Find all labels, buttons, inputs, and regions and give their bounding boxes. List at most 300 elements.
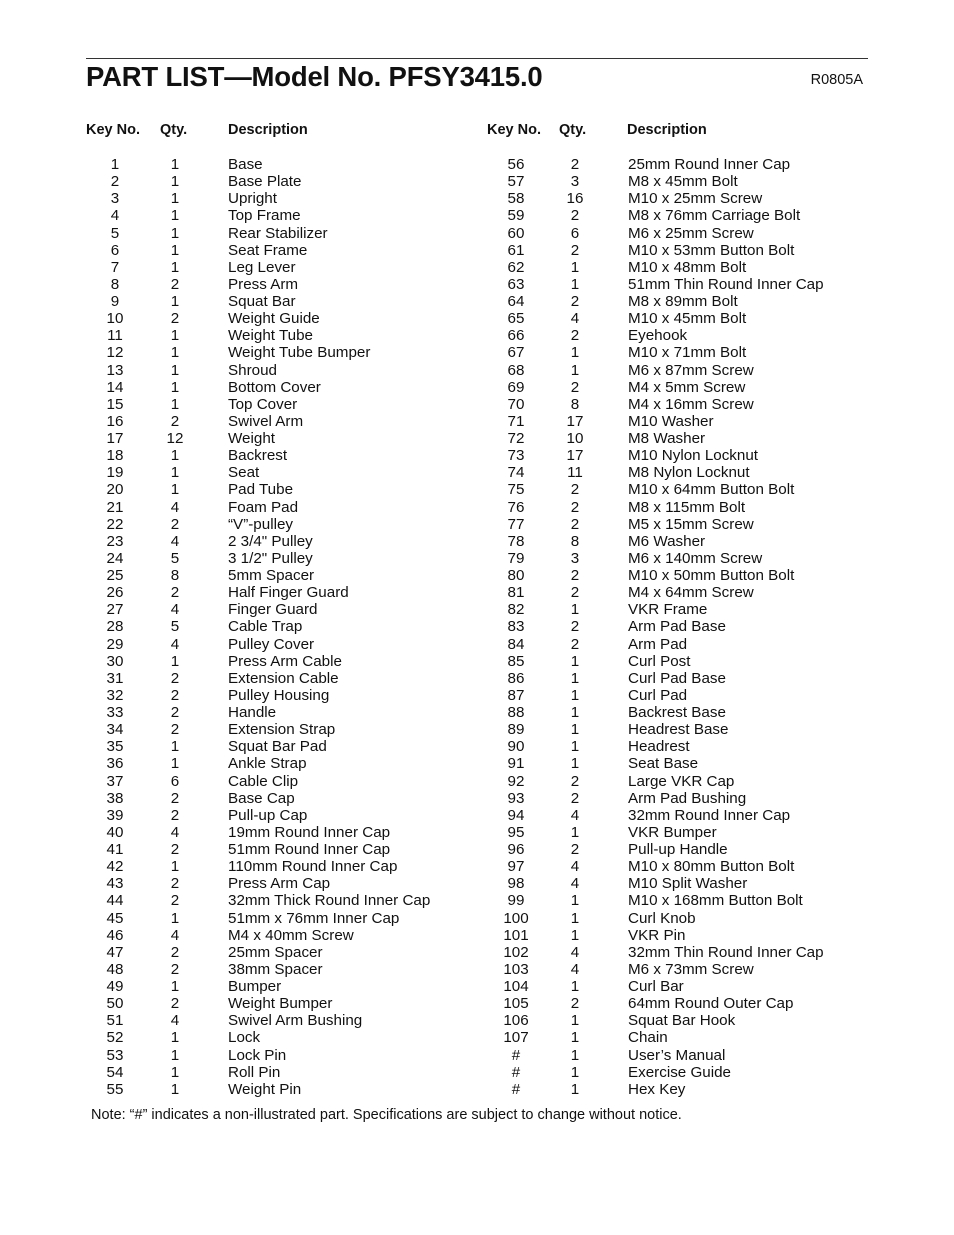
qty-cell: 1 xyxy=(570,892,580,910)
table-row xyxy=(0,910,477,927)
qty-cell: 10 xyxy=(566,430,584,447)
description-cell: Cable Trap xyxy=(228,618,303,636)
description-cell: Pad Tube xyxy=(228,481,294,499)
table-row xyxy=(0,447,477,464)
key-no-cell: 54 xyxy=(106,1063,124,1081)
qty-cell: 1 xyxy=(170,909,180,927)
table-row xyxy=(0,1029,477,1046)
key-no-cell: 74 xyxy=(507,464,525,482)
qty-cell: 1 xyxy=(170,1046,180,1064)
table-row xyxy=(0,773,477,790)
table-row xyxy=(0,738,477,755)
qty-cell: 2 xyxy=(170,704,180,721)
table-row xyxy=(477,173,954,190)
description-cell: VKR Bumper xyxy=(628,823,717,841)
qty-cell: 1 xyxy=(570,978,580,995)
description-cell: 110mm Round Inner Cap xyxy=(228,858,398,876)
description-cell: 25mm Spacer xyxy=(228,943,323,961)
table-row xyxy=(477,995,954,1012)
description-cell: Press Arm Cable xyxy=(228,652,342,670)
qty-cell: 2 xyxy=(170,412,180,430)
key-no-cell: 52 xyxy=(106,1029,124,1047)
qty-cell: 1 xyxy=(570,686,580,704)
description-cell: Squat Bar Pad xyxy=(228,738,327,756)
qty-cell: 4 xyxy=(170,926,180,944)
key-no-cell: 67 xyxy=(507,344,525,362)
table-row xyxy=(477,207,954,224)
qty-cell: 6 xyxy=(570,224,580,242)
description-cell: M10 x 80mm Button Bolt xyxy=(628,858,795,876)
table-row xyxy=(477,875,954,892)
table-row xyxy=(0,704,477,721)
qty-cell: 8 xyxy=(570,532,580,550)
key-no-cell: 62 xyxy=(507,258,525,276)
qty-cell: 2 xyxy=(170,875,180,893)
qty-cell: 2 xyxy=(570,635,580,653)
key-no-cell: 42 xyxy=(106,858,124,876)
qty-cell: 1 xyxy=(570,909,580,927)
description-cell: M6 x 140mm Screw xyxy=(628,549,763,567)
qty-cell: 2 xyxy=(570,498,580,516)
description-cell: M10 x 50mm Button Bolt xyxy=(628,567,795,584)
key-no-cell: 48 xyxy=(106,960,124,978)
description-cell: Hex Key xyxy=(628,1080,686,1098)
qty-cell: 1 xyxy=(170,258,180,276)
table-row xyxy=(477,1064,954,1081)
key-no-cell: 93 xyxy=(507,789,525,807)
table-row xyxy=(0,618,477,635)
description-cell: Seat Frame xyxy=(228,241,308,259)
description-cell: 5mm Spacer xyxy=(228,567,315,584)
qty-cell: 12 xyxy=(166,430,184,447)
table-row xyxy=(0,533,477,550)
table-row xyxy=(477,687,954,704)
key-no-cell: 57 xyxy=(507,173,525,191)
qty-cell: 4 xyxy=(570,806,580,824)
table-row xyxy=(477,892,954,909)
table-row xyxy=(0,464,477,481)
table-row xyxy=(0,190,477,207)
left-desc-header: Description xyxy=(228,122,308,138)
description-cell: M4 x 64mm Screw xyxy=(628,584,754,602)
qty-cell: 2 xyxy=(170,721,180,739)
table-row xyxy=(0,1047,477,1064)
key-no-cell: 35 xyxy=(106,738,124,756)
table-row xyxy=(0,207,477,224)
description-cell: 51mm Round Inner Cap xyxy=(228,841,391,858)
table-row xyxy=(0,156,477,173)
key-no-cell: 47 xyxy=(106,943,124,961)
key-no-cell: 5 xyxy=(110,224,120,242)
table-row xyxy=(477,293,954,310)
qty-cell: 1 xyxy=(170,1080,180,1098)
description-cell: 32mm Round Inner Cap xyxy=(628,806,791,824)
key-no-cell: 99 xyxy=(507,892,525,910)
table-row xyxy=(0,841,477,858)
key-no-cell: 9 xyxy=(110,293,120,310)
qty-cell: 1 xyxy=(570,344,580,362)
key-no-cell: # xyxy=(511,1046,521,1064)
table-row xyxy=(477,1029,954,1046)
description-cell: M10 x 53mm Button Bolt xyxy=(628,241,795,259)
key-no-cell: 106 xyxy=(503,1012,529,1030)
key-no-cell: 59 xyxy=(507,207,525,225)
key-no-cell: 46 xyxy=(106,926,124,944)
table-row xyxy=(477,584,954,601)
table-row xyxy=(0,550,477,567)
table-row xyxy=(0,1081,477,1098)
key-no-cell: 37 xyxy=(106,772,124,790)
table-row xyxy=(477,225,954,242)
key-no-cell: 87 xyxy=(507,686,525,704)
description-cell: M8 Washer xyxy=(628,430,706,447)
qty-cell: 1 xyxy=(170,395,180,413)
description-cell: 51mm x 76mm Inner Cap xyxy=(228,909,400,927)
table-row xyxy=(0,344,477,361)
qty-cell: 2 xyxy=(170,995,180,1013)
table-row xyxy=(477,362,954,379)
table-row xyxy=(477,567,954,584)
table-row xyxy=(0,413,477,430)
key-no-cell: 22 xyxy=(106,515,124,533)
qty-cell: 1 xyxy=(570,1046,580,1064)
table-row xyxy=(477,670,954,687)
qty-cell: 1 xyxy=(170,361,180,379)
table-row xyxy=(0,790,477,807)
table-row xyxy=(477,242,954,259)
key-no-cell: 68 xyxy=(507,361,525,379)
description-cell: Curl Bar xyxy=(628,978,684,995)
table-row xyxy=(477,1012,954,1029)
description-cell: Base Cap xyxy=(228,789,295,807)
description-cell: Roll Pin xyxy=(228,1063,281,1081)
qty-cell: 8 xyxy=(570,395,580,413)
table-row xyxy=(0,1064,477,1081)
table-row xyxy=(0,807,477,824)
qty-cell: 1 xyxy=(170,1029,180,1047)
description-cell: Finger Guard xyxy=(228,601,318,619)
description-cell: Arm Pad Base xyxy=(628,618,726,636)
qty-cell: 3 xyxy=(570,549,580,567)
description-cell: “V”-pulley xyxy=(228,515,293,533)
table-row xyxy=(0,362,477,379)
key-no-cell: 98 xyxy=(507,875,525,893)
key-no-cell: 70 xyxy=(507,395,525,413)
qty-cell: 2 xyxy=(570,772,580,790)
table-row xyxy=(0,1012,477,1029)
qty-cell: 1 xyxy=(570,601,580,619)
table-row xyxy=(477,464,954,481)
key-no-cell: 61 xyxy=(507,241,525,259)
qty-cell: 17 xyxy=(566,412,584,430)
description-cell: M8 Nylon Locknut xyxy=(628,464,750,482)
qty-cell: 1 xyxy=(570,361,580,379)
qty-cell: 1 xyxy=(170,978,180,995)
qty-cell: 1 xyxy=(170,241,180,259)
table-row xyxy=(477,259,954,276)
description-cell: Seat Base xyxy=(628,755,699,773)
qty-cell: 1 xyxy=(570,738,580,756)
key-no-cell: 20 xyxy=(106,481,124,499)
qty-cell: 4 xyxy=(570,960,580,978)
key-no-cell: 103 xyxy=(503,960,529,978)
description-cell: Upright xyxy=(228,190,277,208)
qty-cell: 1 xyxy=(570,823,580,841)
qty-cell: 2 xyxy=(170,841,180,858)
description-cell: Lock Pin xyxy=(228,1046,287,1064)
qty-cell: 1 xyxy=(570,652,580,670)
key-no-cell: 39 xyxy=(106,806,124,824)
key-no-cell: 71 xyxy=(507,412,525,430)
qty-cell: 4 xyxy=(170,601,180,619)
key-no-cell: 94 xyxy=(507,806,525,824)
description-cell: Extension Cable xyxy=(228,669,339,687)
description-cell: Curl Pad xyxy=(628,686,688,704)
table-row xyxy=(0,499,477,516)
table-row xyxy=(477,481,954,498)
left-qty-header: Qty. xyxy=(160,122,188,138)
table-row xyxy=(477,156,954,173)
key-no-cell: 32 xyxy=(106,686,124,704)
table-row xyxy=(0,687,477,704)
description-cell: 19mm Round Inner Cap xyxy=(228,823,391,841)
description-cell: 25mm Round Inner Cap xyxy=(628,156,791,173)
description-cell: M10 Split Washer xyxy=(628,875,748,893)
description-cell: 32mm Thin Round Inner Cap xyxy=(628,943,824,961)
qty-cell: 1 xyxy=(170,481,180,499)
qty-cell: 16 xyxy=(566,190,584,208)
description-cell: M10 x 25mm Screw xyxy=(628,190,763,208)
table-row xyxy=(477,413,954,430)
qty-cell: 2 xyxy=(170,686,180,704)
key-no-cell: 85 xyxy=(507,652,525,670)
description-cell: M6 x 87mm Screw xyxy=(628,361,754,379)
description-cell: M10 x 45mm Bolt xyxy=(628,310,747,328)
description-cell: Chain xyxy=(628,1029,668,1047)
table-row xyxy=(477,601,954,618)
left-key-header: Key No. xyxy=(86,122,140,138)
key-no-cell: 26 xyxy=(106,584,124,602)
key-no-cell: 27 xyxy=(106,601,124,619)
key-no-cell: 24 xyxy=(106,549,124,567)
qty-cell: 1 xyxy=(170,378,180,396)
description-cell: M10 x 71mm Bolt xyxy=(628,344,747,362)
description-cell: M4 x 16mm Screw xyxy=(628,395,754,413)
qty-cell: 2 xyxy=(570,995,580,1013)
key-no-cell: 78 xyxy=(507,532,525,550)
description-cell: Pull-up Cap xyxy=(228,806,308,824)
qty-cell: 3 xyxy=(570,173,580,191)
key-no-cell: 41 xyxy=(106,841,124,858)
qty-cell: 4 xyxy=(170,823,180,841)
description-cell: VKR Pin xyxy=(628,926,686,944)
qty-cell: 4 xyxy=(170,1012,180,1030)
description-cell: Curl Pad Base xyxy=(628,669,726,687)
key-no-cell: 77 xyxy=(507,515,525,533)
description-cell: Cable Clip xyxy=(228,772,299,790)
key-no-cell: 86 xyxy=(507,669,525,687)
key-no-cell: 58 xyxy=(507,190,525,208)
table-row xyxy=(0,961,477,978)
qty-cell: 1 xyxy=(170,344,180,362)
description-cell: Eyehook xyxy=(628,327,688,345)
description-cell: Half Finger Guard xyxy=(228,584,349,602)
description-cell: Handle xyxy=(228,704,277,721)
key-no-cell: 88 xyxy=(507,704,525,721)
key-no-cell: 76 xyxy=(507,498,525,516)
key-no-cell: 63 xyxy=(507,275,525,293)
table-row xyxy=(477,1047,954,1064)
table-row xyxy=(477,327,954,344)
description-cell: Swivel Arm Bushing xyxy=(228,1012,363,1030)
key-no-cell: 50 xyxy=(106,995,124,1013)
qty-cell: 8 xyxy=(170,567,180,584)
qty-cell: 2 xyxy=(170,669,180,687)
table-row xyxy=(0,516,477,533)
right-qty-header: Qty. xyxy=(559,122,587,138)
description-cell: M8 x 76mm Carriage Bolt xyxy=(628,207,801,225)
key-no-cell: 79 xyxy=(507,549,525,567)
key-no-cell: 31 xyxy=(106,669,124,687)
key-no-cell: # xyxy=(511,1080,521,1098)
key-no-cell: 102 xyxy=(503,943,529,961)
qty-cell: 2 xyxy=(170,584,180,602)
qty-cell: 2 xyxy=(570,841,580,858)
table-row xyxy=(477,978,954,995)
qty-cell: 1 xyxy=(570,1063,580,1081)
description-cell: M4 x 40mm Screw xyxy=(228,926,354,944)
key-no-cell: 15 xyxy=(106,395,124,413)
key-no-cell: 51 xyxy=(106,1012,124,1030)
table-row xyxy=(477,379,954,396)
table-row xyxy=(0,755,477,772)
key-no-cell: 90 xyxy=(507,738,525,756)
table-row xyxy=(0,636,477,653)
table-row xyxy=(477,344,954,361)
description-cell: Leg Lever xyxy=(228,258,296,276)
qty-cell: 2 xyxy=(170,275,180,293)
key-no-cell: 64 xyxy=(507,293,525,310)
page-title: PART LIST—Model No. PFSY3415.0 xyxy=(86,61,543,92)
key-no-cell: 11 xyxy=(107,327,123,345)
table-row xyxy=(0,225,477,242)
qty-cell: 1 xyxy=(170,652,180,670)
key-no-cell: 66 xyxy=(507,327,525,345)
qty-cell: 1 xyxy=(570,258,580,276)
qty-cell: 5 xyxy=(170,549,180,567)
table-row xyxy=(0,327,477,344)
description-cell: 32mm Thick Round Inner Cap xyxy=(228,892,431,910)
description-cell: Top Frame xyxy=(228,207,301,225)
table-row xyxy=(0,242,477,259)
key-no-cell: 14 xyxy=(106,378,124,396)
key-no-cell: 17 xyxy=(106,430,124,447)
table-row xyxy=(477,653,954,670)
table-row xyxy=(0,276,477,293)
qty-cell: 2 xyxy=(570,789,580,807)
table-row xyxy=(0,978,477,995)
qty-cell: 1 xyxy=(170,1063,180,1081)
qty-cell: 4 xyxy=(170,635,180,653)
qty-cell: 6 xyxy=(170,772,180,790)
qty-cell: 1 xyxy=(570,1080,580,1098)
description-cell: Bumper xyxy=(228,978,282,995)
table-row xyxy=(0,995,477,1012)
qty-cell: 2 xyxy=(570,515,580,533)
document-code: R0805A xyxy=(810,72,863,88)
parts-table-left xyxy=(0,156,477,1098)
qty-cell: 2 xyxy=(570,378,580,396)
description-cell: M8 x 45mm Bolt xyxy=(628,173,738,191)
qty-cell: 1 xyxy=(170,207,180,225)
table-row xyxy=(0,310,477,327)
qty-cell: 2 xyxy=(570,584,580,602)
table-row xyxy=(0,567,477,584)
qty-cell: 2 xyxy=(570,207,580,225)
key-no-cell: 40 xyxy=(106,823,124,841)
key-no-cell: 101 xyxy=(503,926,529,944)
key-no-cell: 55 xyxy=(106,1080,124,1098)
key-no-cell: 60 xyxy=(507,224,525,242)
key-no-cell: 81 xyxy=(507,584,525,602)
description-cell: Weight Pin xyxy=(228,1080,302,1098)
table-row xyxy=(477,430,954,447)
key-no-cell: 45 xyxy=(106,909,124,927)
table-row xyxy=(477,841,954,858)
qty-cell: 4 xyxy=(570,943,580,961)
description-cell: Base xyxy=(228,156,263,173)
qty-cell: 1 xyxy=(570,926,580,944)
table-row xyxy=(0,293,477,310)
key-no-cell: 13 xyxy=(106,361,124,379)
table-row xyxy=(0,396,477,413)
description-cell: Weight Guide xyxy=(228,310,320,328)
table-row xyxy=(477,447,954,464)
key-no-cell: 65 xyxy=(507,310,525,328)
qty-cell: 1 xyxy=(170,190,180,208)
key-no-cell: 92 xyxy=(507,772,525,790)
table-row xyxy=(477,790,954,807)
key-no-cell: 107 xyxy=(503,1029,529,1047)
qty-cell: 1 xyxy=(170,447,180,465)
description-cell: 51mm Thin Round Inner Cap xyxy=(628,275,824,293)
key-no-cell: 8 xyxy=(110,275,120,293)
qty-cell: 17 xyxy=(566,447,584,465)
key-no-cell: 96 xyxy=(507,841,525,858)
key-no-cell: 72 xyxy=(507,430,525,447)
parts-table-right xyxy=(477,156,954,1098)
key-no-cell: 82 xyxy=(507,601,525,619)
key-no-cell: 69 xyxy=(507,378,525,396)
table-row xyxy=(477,824,954,841)
key-no-cell: 49 xyxy=(106,978,124,995)
table-row xyxy=(477,533,954,550)
qty-cell: 1 xyxy=(170,327,180,345)
description-cell: Extension Strap xyxy=(228,721,336,739)
description-cell: 2 3/4" Pulley xyxy=(228,532,313,550)
description-cell: Press Arm Cap xyxy=(228,875,331,893)
table-row xyxy=(0,481,477,498)
key-no-cell: 29 xyxy=(106,635,124,653)
qty-cell: 2 xyxy=(570,481,580,499)
qty-cell: 1 xyxy=(570,1012,580,1030)
table-row xyxy=(0,944,477,961)
table-row xyxy=(477,1081,954,1098)
description-cell: M6 x 25mm Screw xyxy=(628,224,754,242)
key-no-cell: 44 xyxy=(106,892,124,910)
table-row xyxy=(477,636,954,653)
description-cell: Shroud xyxy=(228,361,277,379)
